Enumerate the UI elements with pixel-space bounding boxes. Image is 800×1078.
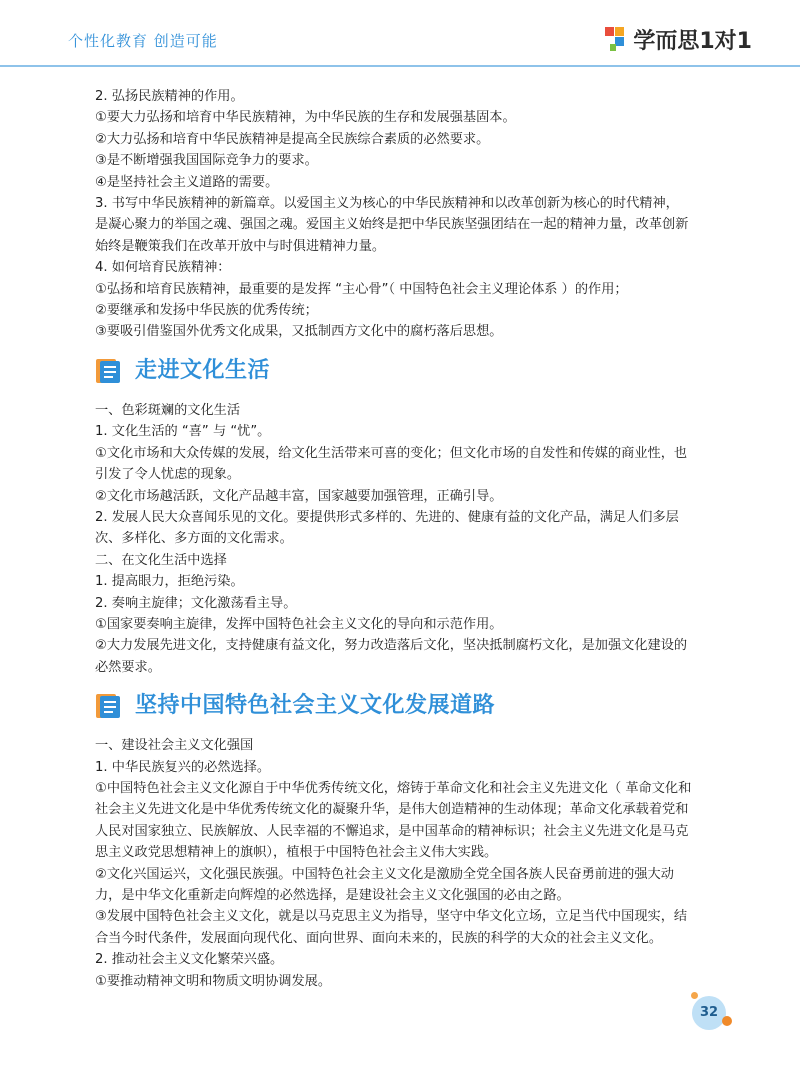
section-heading-culture-life xyxy=(93,354,725,388)
page-header xyxy=(0,0,800,68)
text-line: ①弘扬和培育民族精神，最重要的是发挥 “主心骨”（ 中国特色社会主义理论体系 ）的作用； xyxy=(95,281,628,297)
text-line: ①国家要奏响主旋律，发挥中国特色社会主义文化的导向和示范作用。 xyxy=(95,616,503,632)
section-title: 坚持中国特色社会主义文化发展道路 xyxy=(135,693,496,719)
text-line: 次、多样化、多方面的文化需求。 xyxy=(95,531,293,547)
text-line: ③要吸引借鉴国外优秀文化成果，又抵制西方文化中的腐朽落后思想。 xyxy=(95,324,503,340)
text-block-1 xyxy=(95,86,725,343)
text-line: ①要推动精神文明和物质文明协调发展。 xyxy=(95,973,332,989)
text-line: ①中国特色社会主义文化源自于中华优秀传统文化，熔铸于革命文化和社会主义先进文化（ 革命文化和 xyxy=(95,780,692,796)
text-block-3 xyxy=(95,735,725,992)
text-line: 社会主义先进文化是中华优秀传统文化的凝聚升华，是伟大创造精神的生动体现；革命文化承载着党和 xyxy=(95,802,689,818)
text-line: ①文化市场和大众传媒的发展，给文化生活带来可喜的变化；但文化市场的自发性和传媒的商业性，也 xyxy=(95,445,688,461)
brand-logo-icon xyxy=(603,25,629,53)
text-line: ②要继承和发扬中华民族的优秀传统； xyxy=(95,303,318,319)
decor-dot xyxy=(691,992,698,999)
text-line: ③发展中国特色社会主义文化，就是以马克思主义为指导，坚守中华文化立场，立足当代中国现实，结 xyxy=(95,909,688,925)
text-line: 1. 文化生活的 “喜” 与 “忧”。 xyxy=(95,424,271,440)
text-line: 1. 提高眼力，拒绝污染。 xyxy=(95,574,244,590)
page-number-badge xyxy=(692,996,728,1032)
text-line: 4. 如何培育民族精神： xyxy=(95,260,231,276)
text-line: ②大力弘扬和培育中华民族精神是提高全民族综合素质的必然要求。 xyxy=(95,131,490,147)
text-line: ②文化兴国运兴，文化强民族强。中国特色社会主义文化是激励全党全国各族人民奋勇前进的强大动 xyxy=(95,866,674,882)
text-line: 力，是中华文化重新走向辉煌的必然选择，是建设社会主义文化强国的必由之路。 xyxy=(95,888,570,903)
book-list-icon xyxy=(93,691,123,721)
section-heading-socialist-culture xyxy=(93,689,725,723)
text-line: 1. 中华民族复兴的必然选择。 xyxy=(95,759,271,775)
text-line: 2. 奏响主旋律；文化激荡看主导。 xyxy=(95,595,297,611)
text-line: 3. 书写中华民族精神的新篇章。以爱国主义为核心的中华民族精神和以改革创新为核心的时代精神， xyxy=(95,196,679,212)
text-line: ②文化市场越活跃，文化产品越丰富，国家越要加强管理，正确引导。 xyxy=(95,488,503,504)
text-line: 一、建设社会主义文化强国 xyxy=(95,738,254,754)
text-line: 思主义政党思想精神上的旗帜），植根于中国特色社会主义伟大实践。 xyxy=(95,845,498,861)
text-line: ③是不断增强我国国际竞争力的要求。 xyxy=(95,153,318,169)
header-tagline: 个性化教育 创造可能 xyxy=(68,32,218,50)
brand-name: 学而思1对1 xyxy=(633,28,752,54)
book-list-icon xyxy=(93,356,123,386)
section-title: 走进文化生活 xyxy=(135,358,271,384)
text-line: 是凝心聚力的举国之魂、强国之魂。爱国主义始终是把中华民族坚强团结在一起的精神力量，改革创新 xyxy=(95,217,689,233)
text-line: 二、在文化生活中选择 xyxy=(95,552,227,568)
text-line: 2. 发展人民大众喜闻乐见的文化。要提供形式多样的、先进的、健康有益的文化产品，满足人们多层 xyxy=(95,509,679,525)
page-number: 32 xyxy=(699,1005,719,1020)
text-line: ④是坚持社会主义道路的需要。 xyxy=(95,174,279,190)
text-line: 一、色彩斑斓的文化生活 xyxy=(95,402,241,418)
text-line: 2. 弘扬民族精神的作用。 xyxy=(95,89,244,104)
text-line: 必然要求。 xyxy=(95,659,161,675)
brand xyxy=(603,24,752,54)
text-line: 2. 推动社会主义文化繁荣兴盛。 xyxy=(95,952,284,968)
text-line: ②大力发展先进文化，支持健康有益文化，努力改造落后文化，坚决抵制腐朽文化，是加强文化建设的 xyxy=(95,638,688,654)
text-line: 始终是鞭策我们在改革开放中与时俱进精神力量。 xyxy=(95,238,386,254)
text-line: 人民对国家独立、民族解放、人民幸福的不懈追求，是中国革命的精神标识；社会主义先进文化是马克 xyxy=(95,823,689,839)
page-content xyxy=(95,86,725,992)
text-line: 合当今时代条件，发展面向现代化、面向世界、面向未来的，民族的科学的大众的社会主义文化。 xyxy=(95,930,663,946)
text-line: 引发了令人忧虑的现象。 xyxy=(95,467,241,483)
header-divider xyxy=(0,65,800,67)
text-line: ①要大力弘扬和培育中华民族精神，为中华民族的生存和发展强基固本。 xyxy=(95,110,516,126)
text-block-2 xyxy=(95,400,725,678)
